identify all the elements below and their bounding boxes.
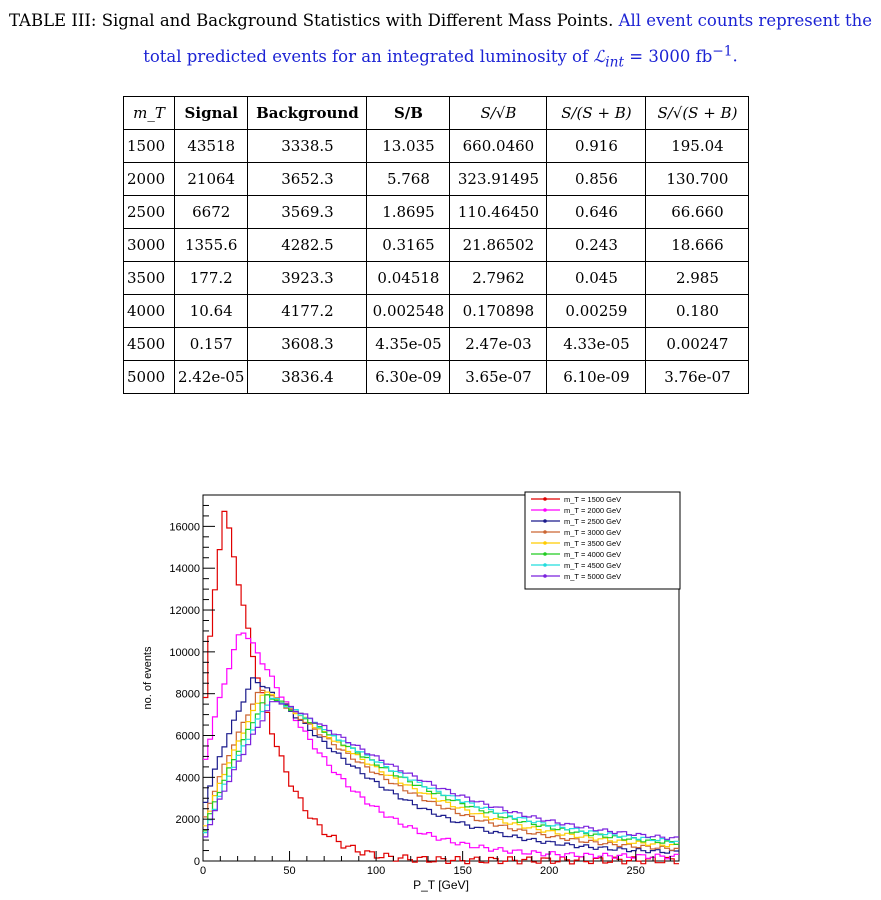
y-tick-label: 16000 bbox=[169, 521, 200, 534]
x-tick-label: 50 bbox=[283, 865, 296, 877]
legend-marker bbox=[543, 530, 547, 534]
y-tick-label: 14000 bbox=[169, 563, 200, 576]
legend-entry: m_T = 5000 GeV bbox=[564, 572, 622, 581]
series-line bbox=[203, 678, 679, 853]
x-tick-label: 250 bbox=[626, 865, 645, 877]
table-cell: 0.916 bbox=[547, 130, 646, 163]
table-cell: 323.91495 bbox=[450, 163, 547, 196]
table-cell: 4.35e-05 bbox=[367, 328, 450, 361]
table-cell: 660.0460 bbox=[450, 130, 547, 163]
table-cell: 0.00247 bbox=[646, 328, 749, 361]
x-tick-label: 100 bbox=[366, 865, 386, 877]
table-cell: 6.30e-09 bbox=[367, 361, 450, 394]
table-cell: 2.7962 bbox=[450, 262, 547, 295]
legend-entry: m_T = 2500 GeV bbox=[564, 517, 622, 526]
table-cell: 4282.5 bbox=[248, 229, 367, 262]
y-tick-label: 10000 bbox=[169, 646, 200, 659]
legend-marker bbox=[543, 519, 547, 523]
table-cell: 0.157 bbox=[175, 328, 248, 361]
table-cell: 2.985 bbox=[646, 262, 749, 295]
table-cell: 2000 bbox=[124, 163, 175, 196]
y-tick-label: 4000 bbox=[175, 772, 200, 785]
table-cell: 13.035 bbox=[367, 130, 450, 163]
legend bbox=[525, 492, 680, 589]
table-cell: 66.660 bbox=[646, 196, 749, 229]
series-line bbox=[203, 692, 679, 847]
table-cell: 21064 bbox=[175, 163, 248, 196]
legend-entry: m_T = 3000 GeV bbox=[564, 528, 622, 537]
table-cell: 2.42e-05 bbox=[175, 361, 248, 394]
table-cell: 1.8695 bbox=[367, 196, 450, 229]
table-cell: 3338.5 bbox=[248, 130, 367, 163]
table-cell: 5000 bbox=[124, 361, 175, 394]
table-cell: 21.86502 bbox=[450, 229, 547, 262]
y-tick-label: 0 bbox=[193, 856, 200, 868]
table-cell: 0.04518 bbox=[367, 262, 450, 295]
table-cell: 0.3165 bbox=[367, 229, 450, 262]
table-cell: 3652.3 bbox=[248, 163, 367, 196]
table-cell: 3000 bbox=[124, 229, 175, 262]
table-cell: 0.180 bbox=[646, 295, 749, 328]
table-cell: 5.768 bbox=[367, 163, 450, 196]
table-cell: 10.64 bbox=[175, 295, 248, 328]
table-cell: 4177.2 bbox=[248, 295, 367, 328]
series-line bbox=[203, 698, 679, 842]
y-tick-label: 6000 bbox=[175, 730, 200, 743]
table-cell: 6.10e-09 bbox=[547, 361, 646, 394]
caption-period: . bbox=[732, 46, 738, 66]
series-line bbox=[203, 690, 679, 850]
lumi-sub: int bbox=[605, 53, 625, 70]
table-cell: 0.170898 bbox=[450, 295, 547, 328]
lumi-exp: −1 bbox=[712, 43, 733, 59]
header-s-over-sqrt-s-plus-b: S/√(S + B) bbox=[646, 97, 749, 130]
table-cell: 3923.3 bbox=[248, 262, 367, 295]
table-cell: 18.666 bbox=[646, 229, 749, 262]
caption-note-text: All event counts represent the total predicted events for an integrated luminosity of bbox=[143, 11, 873, 66]
legend-entry: m_T = 1500 GeV bbox=[564, 495, 622, 504]
table-cell: 1355.6 bbox=[175, 229, 248, 262]
legend-entry: m_T = 4000 GeV bbox=[564, 550, 622, 559]
table-cell: 3.76e-07 bbox=[646, 361, 749, 394]
header-signal: Signal bbox=[175, 97, 248, 130]
table-cell: 0.00259 bbox=[547, 295, 646, 328]
table-cell: 6672 bbox=[175, 196, 248, 229]
table-cell: 3608.3 bbox=[248, 328, 367, 361]
series-line bbox=[203, 702, 679, 840]
table-cell: 0.856 bbox=[547, 163, 646, 196]
y-axis-label: no. of events bbox=[142, 646, 154, 710]
table-cell: 0.243 bbox=[547, 229, 646, 262]
table-cell: 2.47e-03 bbox=[450, 328, 547, 361]
table-cell: 3836.4 bbox=[248, 361, 367, 394]
table-cell: 0.646 bbox=[547, 196, 646, 229]
lumi-symbol: ℒ bbox=[593, 46, 606, 66]
y-tick-label: 2000 bbox=[175, 814, 200, 827]
table-cell: 43518 bbox=[175, 130, 248, 163]
header-s-over-b: S/B bbox=[367, 97, 450, 130]
header-s-over-sqrt-b: S/√B bbox=[450, 97, 547, 130]
table-cell: 3500 bbox=[124, 262, 175, 295]
lumi-value: = 3000 fb bbox=[629, 46, 713, 66]
table-cell: 4500 bbox=[124, 328, 175, 361]
table-cell: 0.002548 bbox=[367, 295, 450, 328]
table-cell: 110.46450 bbox=[450, 196, 547, 229]
legend-marker bbox=[543, 508, 547, 512]
x-tick-label: 0 bbox=[199, 865, 207, 877]
legend-marker bbox=[543, 574, 547, 578]
header-mt: m_T bbox=[124, 97, 175, 130]
table-cell: 4.33e-05 bbox=[547, 328, 646, 361]
legend-entry: m_T = 4500 GeV bbox=[564, 561, 622, 570]
table-cell: 195.04 bbox=[646, 130, 749, 163]
x-tick-label: 200 bbox=[540, 865, 559, 877]
table-cell: 177.2 bbox=[175, 262, 248, 295]
legend-marker bbox=[543, 541, 547, 545]
table-cell: 3.65e-07 bbox=[450, 361, 547, 394]
caption-title: Signal and Background Statistics with Different Mass Points. bbox=[101, 11, 614, 30]
table-cell: 130.700 bbox=[646, 163, 749, 196]
legend-entry: m_T = 3500 GeV bbox=[564, 539, 622, 548]
y-tick-label: 8000 bbox=[175, 688, 200, 701]
y-tick-label: 12000 bbox=[169, 605, 200, 618]
x-axis-label: P_T [GeV] bbox=[413, 878, 469, 892]
series-line bbox=[203, 695, 679, 845]
table-cell: 2500 bbox=[124, 196, 175, 229]
legend-marker bbox=[543, 552, 547, 556]
table-cell: 3569.3 bbox=[248, 196, 367, 229]
table-cell: 4000 bbox=[124, 295, 175, 328]
header-s-over-s-plus-b: S/(S + B) bbox=[547, 97, 646, 130]
header-background: Background bbox=[248, 97, 367, 130]
legend-marker bbox=[543, 497, 547, 501]
legend-entry: m_T = 2000 GeV bbox=[564, 506, 622, 515]
table-cell: 1500 bbox=[124, 130, 175, 163]
x-tick-label: 150 bbox=[453, 865, 472, 877]
table-cell: 0.045 bbox=[547, 262, 646, 295]
caption-label: TABLE III: bbox=[8, 11, 97, 30]
legend-marker bbox=[543, 563, 547, 567]
